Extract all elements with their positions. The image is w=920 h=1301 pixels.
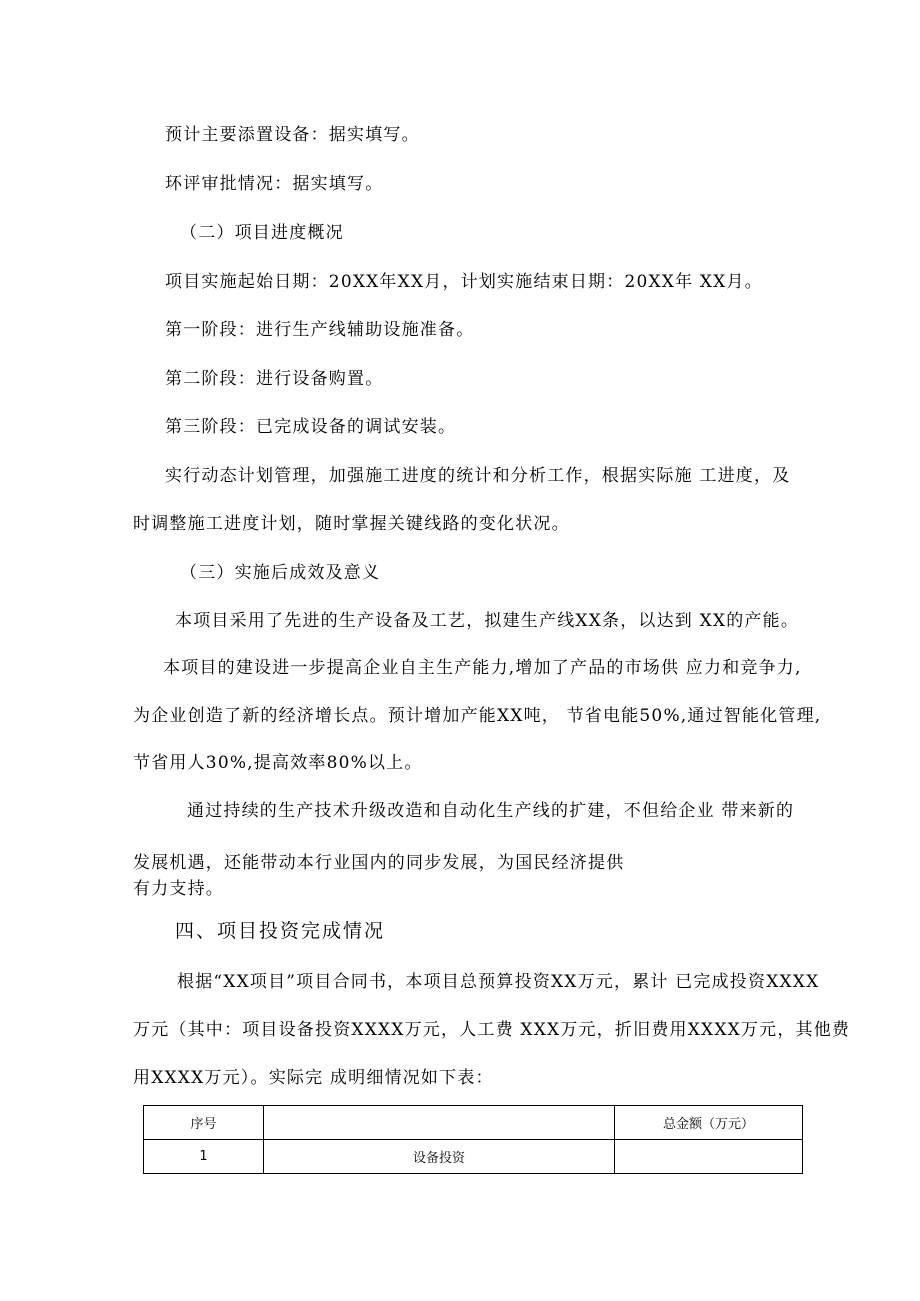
- cell-index: 1: [144, 1140, 264, 1174]
- paragraph-line: 第二阶段：进行设备购置。: [165, 369, 384, 389]
- paragraph-line: 预计主要添置设备：据实填写。: [165, 125, 420, 145]
- paragraph-line: 实行动态计划管理，加强施工进度的统计和分析工作，根据实际施 工进度，及: [165, 466, 791, 486]
- paragraph-line: 第三阶段：已完成设备的调试安装。: [165, 417, 457, 437]
- table-row: [144, 1140, 803, 1174]
- header-cell-item: [264, 1106, 615, 1140]
- paragraph-line: 根据“XX项目”项目合同书，本项目总预算投资XX万元，累计 已完成投资XXXX: [177, 972, 820, 992]
- paragraph-line: 项目实施起始日期：20XX年XX月，计划实施结束日期：20XX年 XX月。: [165, 272, 763, 292]
- paragraph-line: 为企业创造了新的经济增长点。预计增加产能XX吨， 节省电能50%,通过智能化管理,: [133, 706, 822, 726]
- paragraph-line: 本项目的建设进一步提高企业自主生产能力,增加了产品的市场供 应力和竞争力,: [163, 658, 802, 678]
- paragraph-line: 有力支持。: [133, 879, 224, 899]
- section-heading: （三）实施后成效及意义: [180, 563, 381, 583]
- table-header-row: [144, 1106, 803, 1140]
- paragraph-line: 用XXXX万元）。实际完 成明细情况如下表：: [133, 1068, 494, 1088]
- paragraph-line: 时调整施工进度计划，随时掌握关键线路的变化状况。: [133, 514, 570, 534]
- header-cell-total: 总金额（万元）: [615, 1106, 803, 1140]
- paragraph-line: 万元（其中：项目设备投资XXXX万元，人工费 XXX万元，折旧费用XXXX万元，其他费: [133, 1020, 851, 1040]
- paragraph-line: 发展机遇，还能带动本行业国内的同步发展，为国民经济提供: [133, 853, 625, 873]
- chapter-heading: 四、项目投资完成情况: [175, 920, 386, 942]
- paragraph-line: 环评审批情况：据实填写。: [165, 174, 384, 194]
- cell-total: [615, 1140, 803, 1174]
- investment-table: [143, 1105, 803, 1174]
- header-cell-index: 序号: [144, 1106, 264, 1140]
- paragraph-line: 本项目采用了先进的生产设备及工艺，拟建生产线XX条，以达到 XX的产能。: [175, 611, 800, 631]
- cell-item: 设备投资: [264, 1140, 615, 1174]
- paragraph-line: 第一阶段：进行生产线辅助设施准备。: [165, 320, 475, 340]
- paragraph-line: 节省用人30%,提高效率80%以上。: [133, 753, 423, 773]
- section-heading: （二）项目进度概况: [180, 223, 344, 243]
- paragraph-line: 通过持续的生产技术升级改造和自动化生产线的扩建，不但给企业 带来新的: [187, 801, 795, 821]
